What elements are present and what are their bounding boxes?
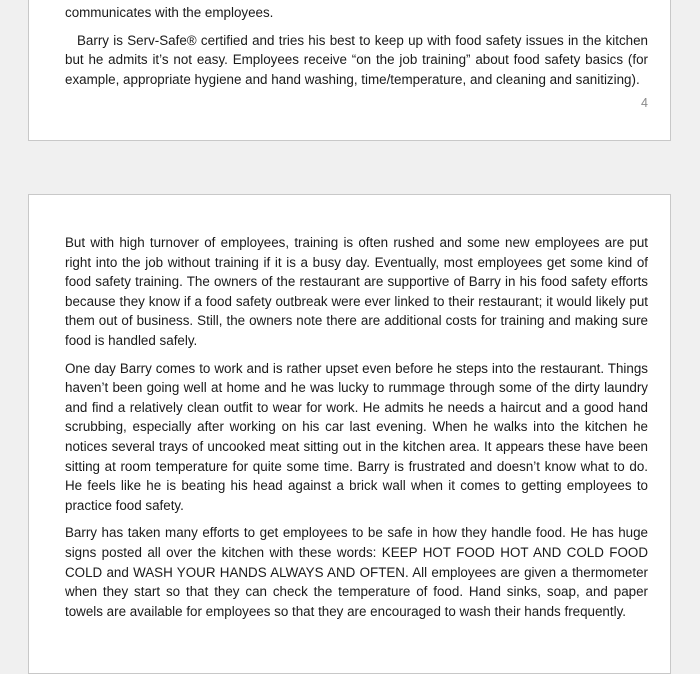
paragraph-training: But with high turnover of employees, training is often rushed and some new employees are put right into the job without training if it is a busy day. Eventually, most employees get some kind of food safety training. The owners of the restaurant are supportive of Barry in his food safety efforts because they know if a food safety outbreak were ever linked to their restaurant; it would likely put them out of business. Still, the owners note there are additional costs for training and making sure food is handled safely. [65,235,648,348]
paragraph-fragment: communicates with the employees. [65,5,274,20]
document-page-previous [28,0,671,141]
page-text-block [65,3,648,97]
paragraph-efforts: Barry has taken many efforts to get employees to be safe in how they handle food. He has huge signs posted all over the kitchen with these words: KEEP HOT FOOD HOT AND COLD FOOD COLD and WASH YOUR HANDS ALWAYS AND OFTEN. All employees are given a thermometer when they start so that they can check the temperature of food. Hand sinks, soap, and paper towels are available for employees so that they are encouraged to wash their hands frequently. [65,525,648,619]
document-page-current [28,194,671,674]
paragraph-serv-safe: Barry is Serv-Safe® certified and tries his best to keep up with food safety issues in the kitchen but he admits it’s not easy. Employees receive “on the job training” about food safety basics (for example, appropriate hygiene and hand washing, time/temperature, and cleaning and sanitizing). [65,32,648,87]
page-text-block [65,233,648,629]
page-number: 4 [641,96,648,110]
paragraph-one-day: One day Barry comes to work and is rather upset even before he steps into the restaurant. Things haven’t been going well at home and he was lucky to rummage through some of the dirty laundry and find a relatively clean outfit to wear for work. He admits he needs a haircut and a good hand scrubbing, especially after working on his car last evening. When he walks into the kitchen he notices several trays of uncooked meat sitting out in the kitchen area. It appears these have been sitting at room temperature for quite some time. Barry is frustrated and doesn’t know what to do. He feels like he is beating his head against a brick wall when it comes to getting employees to practice food safety. [65,360,648,513]
